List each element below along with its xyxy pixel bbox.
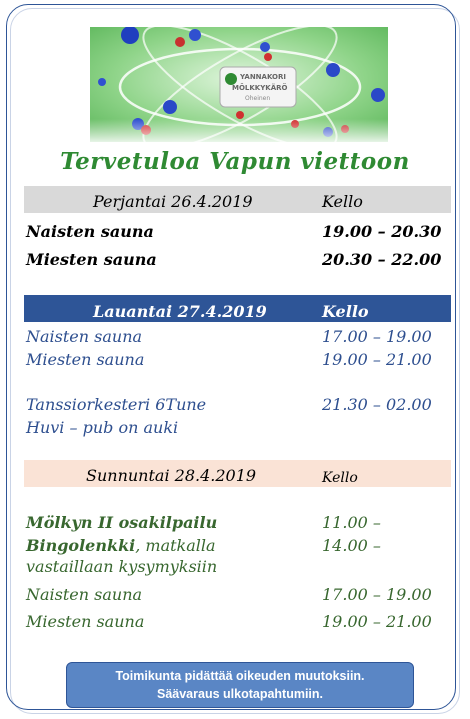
sunday-header: Sunnuntai 28.4.2019 bbox=[86, 466, 257, 485]
notice-box bbox=[66, 662, 414, 708]
friday-time: 20.30 – 22.00 bbox=[322, 250, 442, 269]
sunday-kello: Kello bbox=[322, 470, 358, 486]
saturday-event: Naisten sauna bbox=[26, 327, 143, 346]
saturday-event: Miesten sauna bbox=[26, 350, 145, 369]
notice-line2: Säävaraus ulkotapahtumiin. bbox=[156, 687, 324, 701]
saturday-time: 21.30 – 02.00 bbox=[322, 395, 432, 414]
bingo-event bbox=[26, 536, 216, 555]
page-title: Tervetuloa Vapun viettoon bbox=[60, 148, 410, 175]
saturday-time: 19.00 – 21.00 bbox=[322, 350, 432, 369]
sunday-time: 19.00 – 21.00 bbox=[322, 612, 432, 631]
molkky-event: Mölkyn II osakilpailu bbox=[26, 513, 218, 532]
sunday-event: Naisten sauna bbox=[26, 585, 143, 604]
bingo-name: Bingolenkki bbox=[26, 536, 136, 555]
friday-time: 19.00 – 20.30 bbox=[322, 222, 442, 241]
molkky-time: 11.00 – bbox=[322, 513, 381, 532]
friday-event: Miesten sauna bbox=[26, 250, 157, 269]
sunday-time: 17.00 – 19.00 bbox=[322, 585, 432, 604]
notice-line1: Toimikunta pidättää oikeuden muutoksiin. bbox=[115, 669, 365, 683]
saturday-time: 17.00 – 19.00 bbox=[322, 327, 432, 346]
bingo-line2: vastaillaan kysymyksiin bbox=[26, 557, 218, 576]
saturday-event: Tanssiorkesteri 6Tune bbox=[26, 395, 207, 414]
friday-event: Naisten sauna bbox=[26, 222, 154, 241]
friday-header: Perjantai 26.4.2019 bbox=[93, 192, 253, 211]
saturday-header: Lauantai 27.4.2019 bbox=[93, 302, 267, 321]
saturday-kello: Kello bbox=[322, 302, 369, 321]
banner-image bbox=[90, 27, 388, 142]
saturday-event: Huvi – pub on auki bbox=[26, 418, 179, 437]
bingo-time: 14.00 – bbox=[322, 536, 381, 555]
sunday-event: Miesten sauna bbox=[26, 612, 145, 631]
friday-kello: Kello bbox=[322, 192, 363, 211]
bingo-rest: , matkalla bbox=[135, 536, 216, 555]
